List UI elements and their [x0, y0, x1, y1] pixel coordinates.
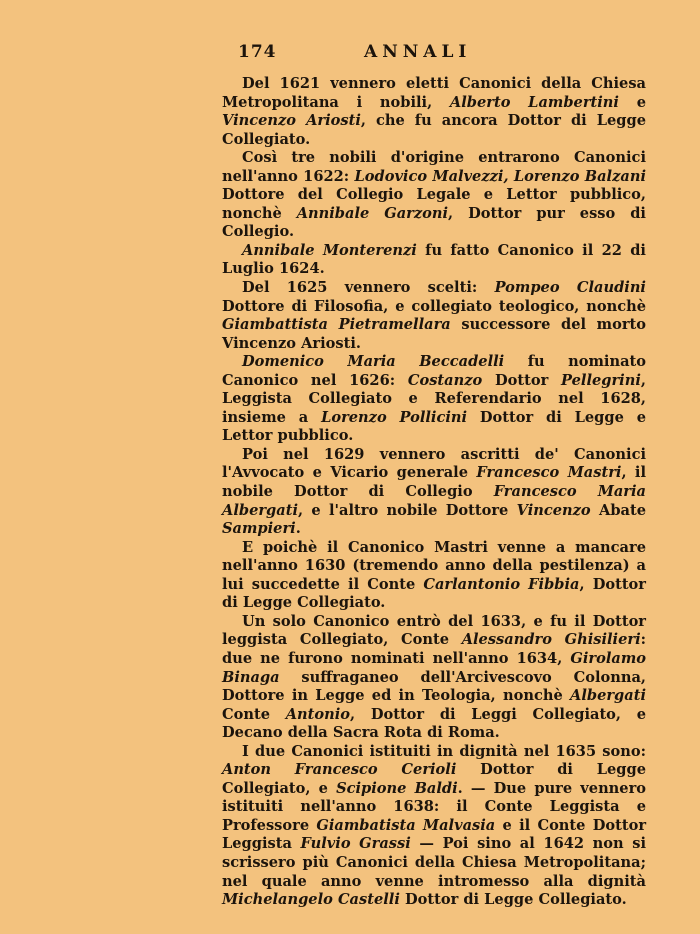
body-text — [222, 75, 646, 910]
text-run: , Dottor di Legge Collegiato. — [222, 575, 646, 612]
text-run: Dottore del Collegio Legale e Lettor pubblico, nonchè — [222, 186, 646, 222]
paragraph-3 — [222, 242, 646, 279]
text-run: successore del morto Vincenzo Ariosti. — [222, 316, 646, 352]
text-run: suffraganeo dell'Arcivescovo Colonna, Dottore in Legge ed in Teologia, nonchè — [222, 668, 646, 705]
text-run: Del 1621 vennero eletti Canonici della Chiesa Metropolitana i nobili, — [222, 75, 646, 111]
text-run: , Dottor pur esso di Collegio. — [222, 204, 646, 241]
italic-name: Vincenzo Ariosti — [222, 112, 361, 130]
text-run: e il Conte Dottor Leggista — [222, 816, 647, 853]
text-run: E poichè il Canonico Mastri venne a mancare nell'anno 1630 (tremendo anno della pestilenza) a lui succedette il Conte — [222, 538, 646, 593]
paragraph-4 — [222, 279, 646, 353]
text-run: Dottor — [482, 371, 562, 389]
text-run: Del 1625 vennero scelti: — [242, 279, 495, 297]
italic-name: Sampieri — [222, 520, 296, 538]
italic-name: Costanzo — [407, 371, 483, 389]
text-run: Dottore di Filosofia, e collegiato teologico, nonchè — [222, 297, 646, 315]
text-run: e — [618, 93, 646, 111]
italic-name: Pellegrini — [561, 371, 641, 389]
italic-name: Giambattista Pietramellara — [222, 316, 451, 334]
italic-name: Giambatista Malvasia — [316, 816, 496, 834]
paragraph-9 — [222, 743, 646, 910]
italic-name: Domenico Maria Beccadelli — [242, 353, 505, 371]
italic-name: Alessandro Ghisilieri — [461, 631, 641, 649]
italic-name: Annibale Garzoni — [296, 204, 449, 222]
italic-name: Pompeo Claudini — [494, 279, 646, 297]
text-run: Conte — [222, 705, 286, 723]
italic-name: Michelangelo Castelli — [222, 891, 400, 909]
text-run: Dottor di Legge Collegiato. — [399, 891, 627, 909]
text-run: , il nobile Dottor di Collegio — [222, 464, 647, 501]
page-number: 174 — [238, 42, 277, 62]
italic-name: Annibale Monterenzi — [242, 241, 417, 259]
text-run: Un solo Canonico entrò del 1633, e fu il Dottor leggista Collegiato, Conte — [222, 612, 646, 649]
text-run: fu fatto Canonico il 22 di Luglio 1624. — [222, 241, 646, 278]
italic-name: Anton Francesco Cerioli — [222, 761, 457, 779]
text-run: Dottor di Legge e Lettor pubblico. — [222, 408, 647, 445]
paragraph-7 — [222, 539, 646, 613]
paragraph-6 — [222, 446, 646, 539]
paragraph-8 — [222, 613, 646, 743]
text-run: . — Due pure vennero istituiti nell'anno 1638: il Conte Leggista e Professore — [222, 779, 646, 834]
text-run: — Poi sino al 1642 non si scrissero più Canonici della Chiesa Metropolitana; nel quale anno venne intromesso alla dignità — [222, 835, 646, 890]
paragraph-5 — [222, 353, 646, 446]
italic-name: Fulvio Grassi — [300, 835, 411, 853]
paragraph-1 — [222, 75, 646, 149]
italic-name: Girolamo Binaga — [222, 649, 646, 686]
italic-name: Alberto Lambertini — [449, 93, 619, 111]
italic-name: Francesco Mastri — [476, 464, 622, 482]
text-run: : due ne furono nominati nell'anno 1634, — [222, 631, 647, 667]
text-run: , e l'altro nobile Dottore — [298, 501, 517, 519]
paragraph-2 — [222, 149, 646, 242]
running-title: ANNALI — [364, 42, 472, 62]
italic-name: Antonio — [285, 705, 351, 723]
text-run: Così tre nobili d'origine entrarono Canonici nell'anno 1622: — [222, 149, 646, 185]
page-header — [222, 42, 652, 68]
text-run: I due Canonici istituiti in dignità nel 1635 sono: — [242, 742, 646, 760]
italic-name: Scipione Baldi — [336, 779, 458, 797]
italic-name: Albergati — [570, 687, 646, 705]
text-run: fu nominato Canonico nel 1626: — [222, 353, 646, 389]
italic-name: Lodovico Malvezzi, Lorenzo Balzani — [354, 167, 646, 185]
italic-name: Lorenzo Pollicini — [321, 408, 468, 426]
text-run: Poi nel 1629 vennero ascritti de' Canonici l'Avvocato e Vicario generale — [222, 445, 646, 482]
text-run: . — [295, 520, 301, 538]
text-run: Abate — [590, 501, 646, 519]
text-run: Dottor di Legge Collegiato, e — [222, 761, 646, 797]
italic-name: Francesco Maria Albergati — [222, 483, 646, 519]
text-run: , che fu ancora Dottor di Legge Collegiato. — [222, 112, 646, 148]
text-run: , Dottor di Leggi Collegiato, e Decano della Sacra Rota di Roma. — [222, 705, 646, 742]
italic-name: Carlantonio Fibbia — [423, 575, 580, 593]
text-run: , Leggista Collegiato e Referendario nel 1628, insieme a — [222, 371, 646, 426]
italic-name: Vincenzo — [516, 501, 591, 519]
